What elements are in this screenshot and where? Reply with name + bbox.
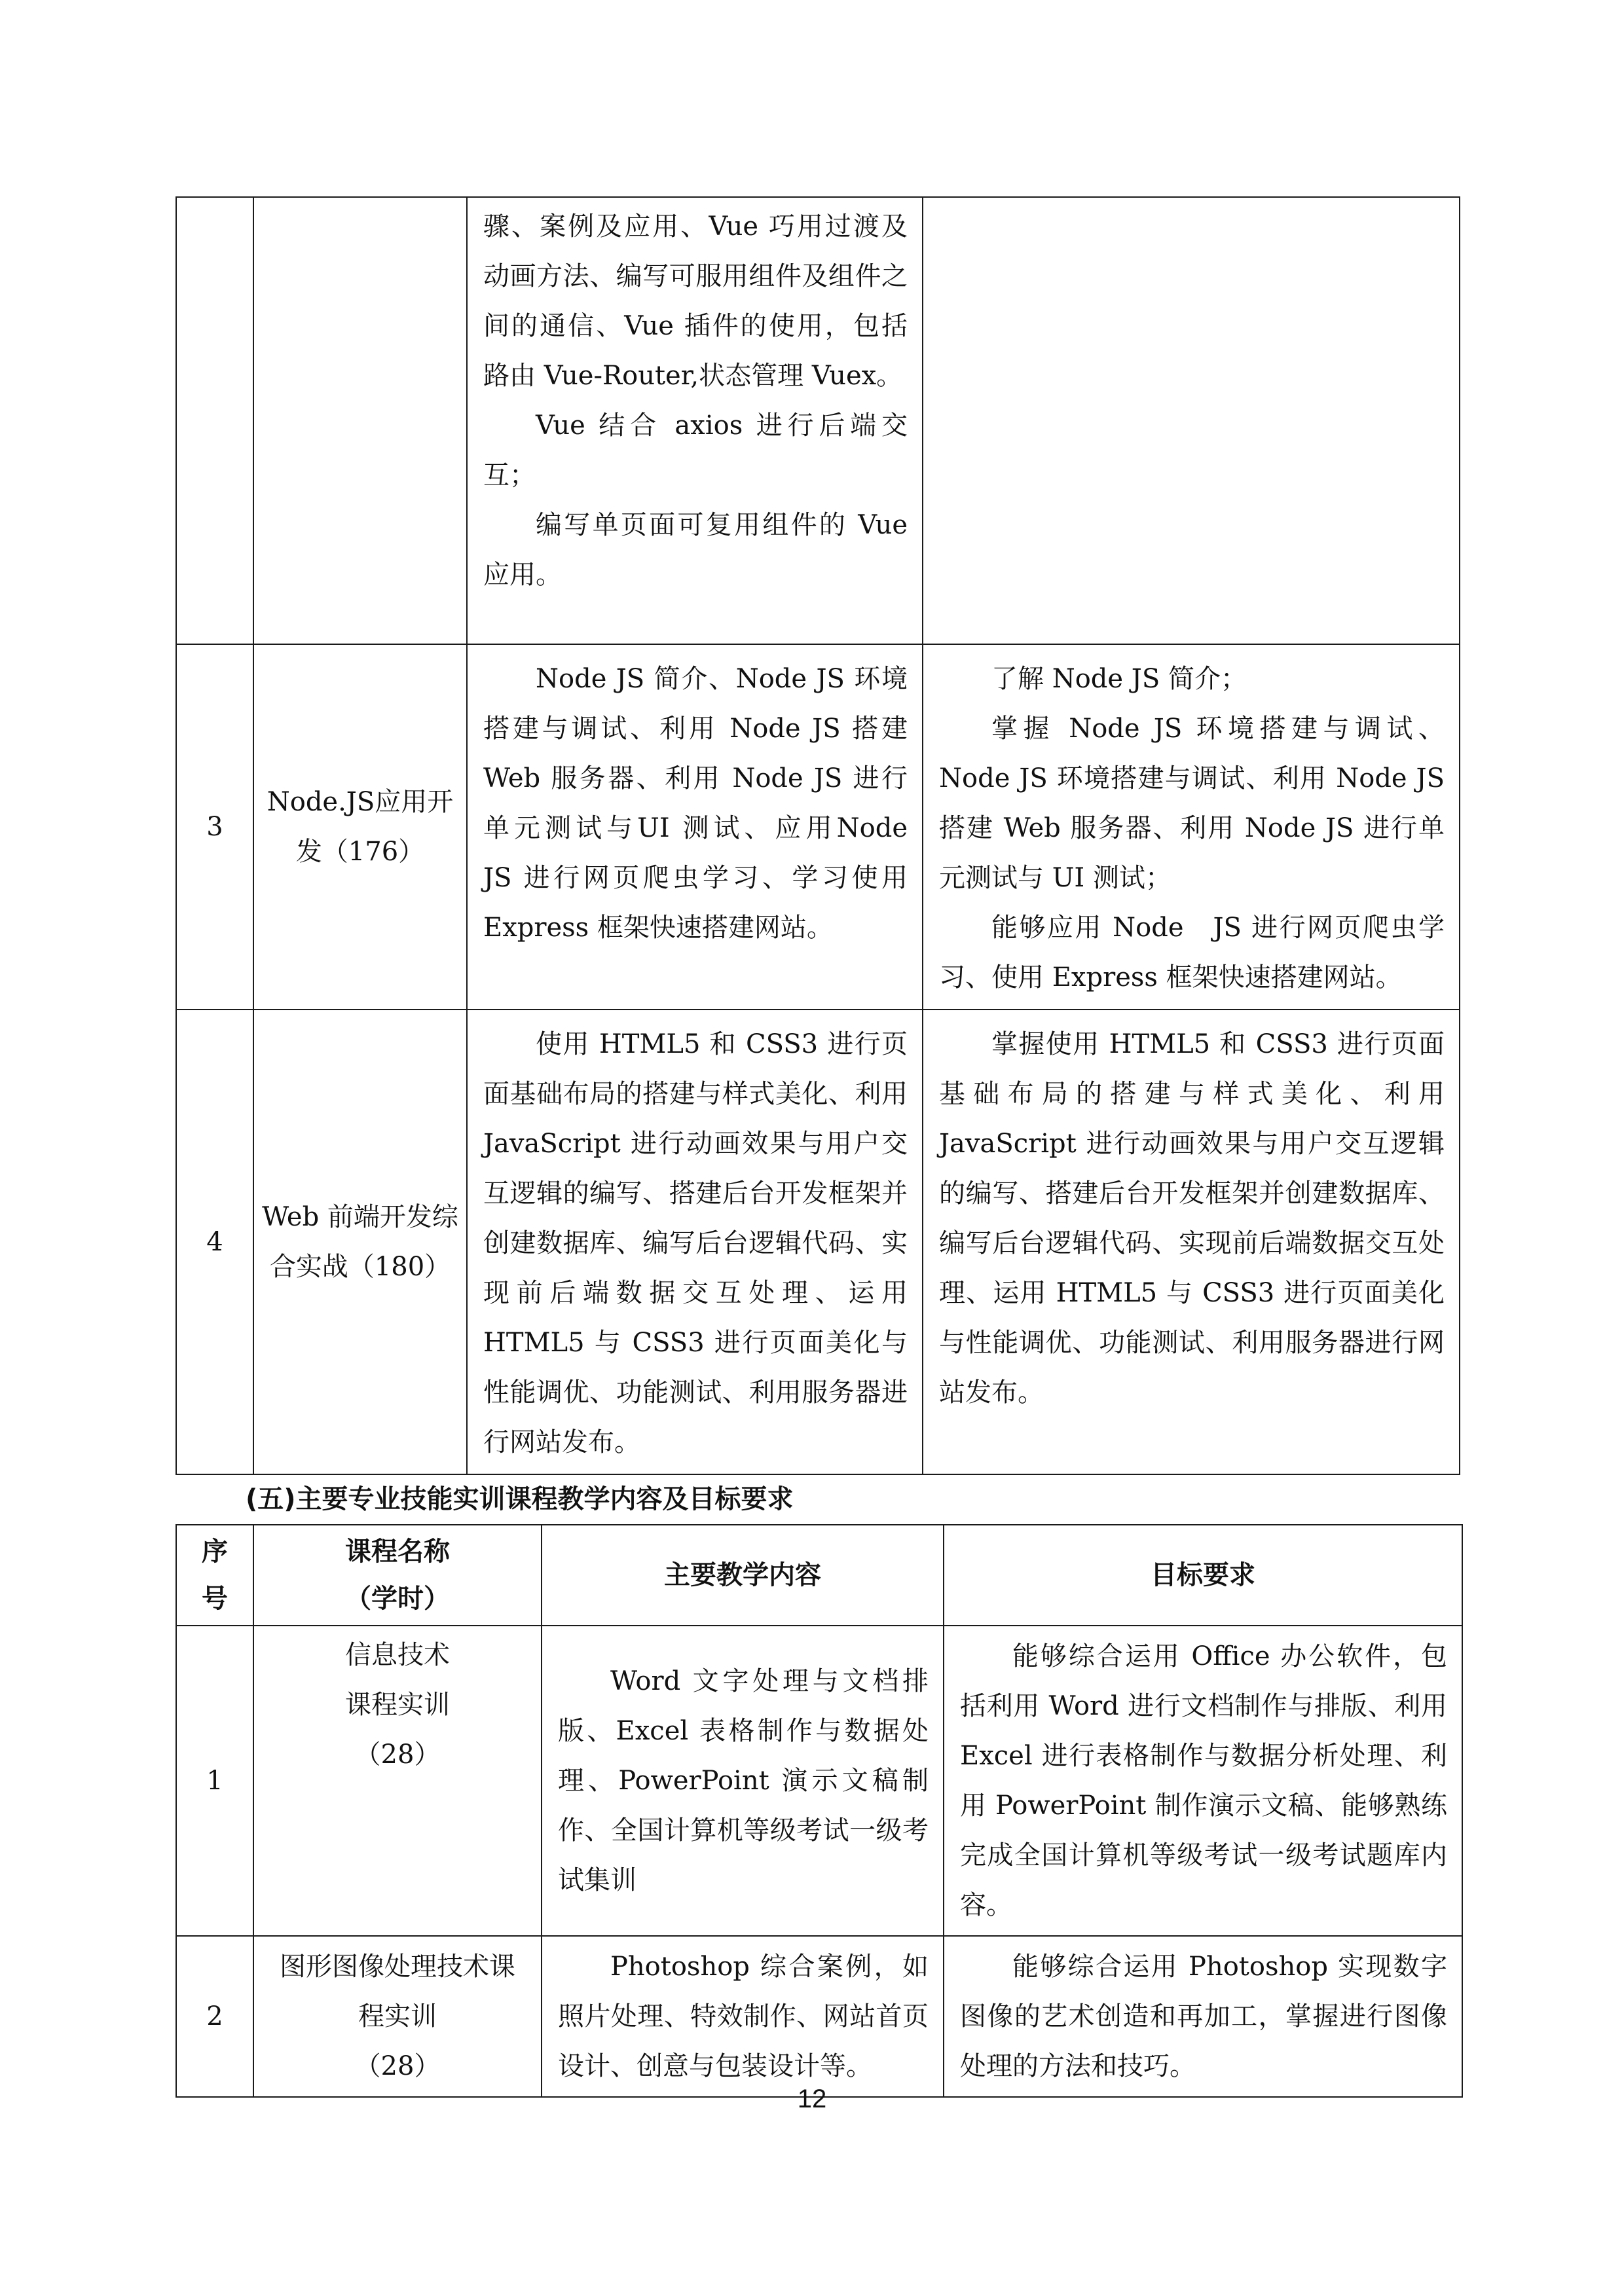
row-number-cell: [176, 644, 253, 1010]
header-course-name: [253, 1525, 542, 1626]
table-row: [176, 644, 1460, 1010]
goals-paragraph: 掌握使用 HTML5 和 CSS3 进行页面基础布局的搭建与样式美化、利用 JavaScript 进行动画效果与用户交互逻辑的编写、搭建后台开发框架并创建数据库、编写后台逻辑代码、实现前后端数据交互处理、运用 HTML5 与 CSS3 进行页面美化与性能调优、功能测试、利用服务器进行网站发布。: [939, 1029, 1445, 1408]
row-number: 3: [206, 812, 223, 842]
content-paragraph: 骤、案例及应用、Vue 巧用过渡及动画方法、编写可服用组件及组件之间的通信、Vue 插件的使用，包括路由 Vue-Router,状态管理 Vuex。: [483, 211, 908, 391]
goals-paragraph: 能够综合运用 Photoshop 实现数字图像的艺术创造和再加工，掌握进行图像处理的方法和技巧。: [960, 1952, 1447, 2081]
header-course-line: 课程名称: [345, 1537, 450, 1567]
content-paragraph: Vue 结合 axios 进行后端交互；: [483, 410, 908, 490]
header-number: [176, 1525, 253, 1626]
content-cell: [467, 644, 934, 1010]
content-paragraph: 使用 HTML5 和 CSS3 进行页面基础布局的搭建与样式美化、利用 JavaScript 进行动画效果与用户交互逻辑的编写、搭建后台开发框架并创建数据库、编写后台逻辑代码、实现前后端数据交互处理、运用 HTML5 与 CSS3 进行页面美化与性能调优、功能测试、利用服务器进行网站发布。: [483, 1029, 908, 1457]
course-name-line: 课程实训: [345, 1690, 450, 1720]
course-name-line: （28）: [354, 1740, 441, 1770]
row-number-cell: [176, 1936, 253, 2097]
content-cell: [467, 1010, 923, 1474]
table-row: [176, 1010, 1460, 1474]
goals-paragraph: 能够综合运用 Office 办公软件，包括利用 Word 进行文档制作与排版、利用 Excel 进行表格制作与数据分析处理、利用 PowerPoint 制作演示文稿、能够熟练完成全国计算机等级考试一级考试题库内容。: [960, 1641, 1447, 1920]
table-row: [176, 1936, 1462, 2097]
course-name-line: 信息技术: [345, 1640, 450, 1670]
page-number: 12: [797, 2085, 827, 2113]
course-name-cell: [253, 1936, 542, 2097]
course-name-cell: [253, 1626, 542, 1936]
content-paragraph: 编写单页面可复用组件的 Vue 应用。: [483, 510, 908, 590]
course-name-cell: [253, 644, 467, 1010]
header-course-line: （学时）: [345, 1584, 450, 1614]
course-name-line: 程实训: [358, 2001, 437, 2032]
content-cell: [542, 1626, 944, 1936]
goals-paragraph: 能够应用 Node JS 进行网页爬虫学习、使用 Express 框架快速搭建网站。: [939, 913, 1445, 993]
course-name-line: Web 前端开发综: [262, 1202, 458, 1232]
course-name-line: （28）: [354, 2051, 441, 2081]
row-number-cell: [176, 197, 253, 644]
goals-cell: [923, 197, 1460, 644]
row-number: 4: [206, 1227, 223, 1257]
row-number: 1: [206, 1766, 223, 1796]
practical-training-table: [175, 1524, 1463, 2098]
header-goals: 目标要求: [944, 1525, 1462, 1626]
course-name-line: 图形图像处理技术课: [280, 1952, 515, 1982]
course-name-line: 发（176）: [295, 837, 425, 867]
goals-cell: [944, 1936, 1462, 2097]
row-number-cell: [176, 1010, 253, 1474]
header-content: 主要教学内容: [542, 1525, 944, 1626]
course-name-cell: [253, 1010, 467, 1474]
table-header-row: [176, 1525, 1462, 1626]
goals-cell: [923, 644, 1460, 1010]
header-number-line: 序: [202, 1537, 228, 1567]
row-number: 2: [206, 2001, 223, 2032]
goals-paragraph: 掌握 Node JS 环境搭建与调试、Node JS 环境搭建与调试、利用 Node JS 搭建 Web 服务器、利用 Node JS 进行单元测试与 UI 测试；: [939, 714, 1445, 893]
course-table-continued: [175, 196, 1460, 1475]
section-heading: (五)主要专业技能实训课程教学内容及目标要求: [246, 1484, 794, 1514]
course-name-cell: [253, 197, 467, 644]
content-paragraph: Photoshop 综合案例，如照片处理、特效制作、网站首页设计、创意与包装设计等。: [558, 1952, 929, 2081]
table-row: [176, 197, 1460, 644]
course-name-line: Node.JS应用开: [267, 787, 454, 817]
content-cell: [467, 197, 923, 644]
content-cell: [542, 1936, 944, 2097]
table-row: [176, 1626, 1462, 1936]
content-paragraph: Word 文字处理与文档排版、Excel 表格制作与数据处理、PowerPoint 演示文稿制作、全国计算机等级考试一级考试集训: [558, 1666, 929, 1895]
header-number-line: 号: [202, 1584, 228, 1614]
goals-paragraph: 了解 Node JS 简介；: [991, 664, 1247, 694]
content-paragraph: Node JS 简介、Node JS 环境搭建与调试、利用 Node JS 搭建 Web 服务器、利用 Node JS 进行单元测试与UI 测试、应用Node JS 进行网页爬虫学习、学习使用 Express 框架快速搭建网站。: [483, 664, 934, 943]
goals-cell: [944, 1626, 1462, 1936]
row-number-cell: [176, 1626, 253, 1936]
course-name-line: 合实战（180）: [269, 1252, 451, 1282]
goals-cell: [923, 1010, 1460, 1474]
